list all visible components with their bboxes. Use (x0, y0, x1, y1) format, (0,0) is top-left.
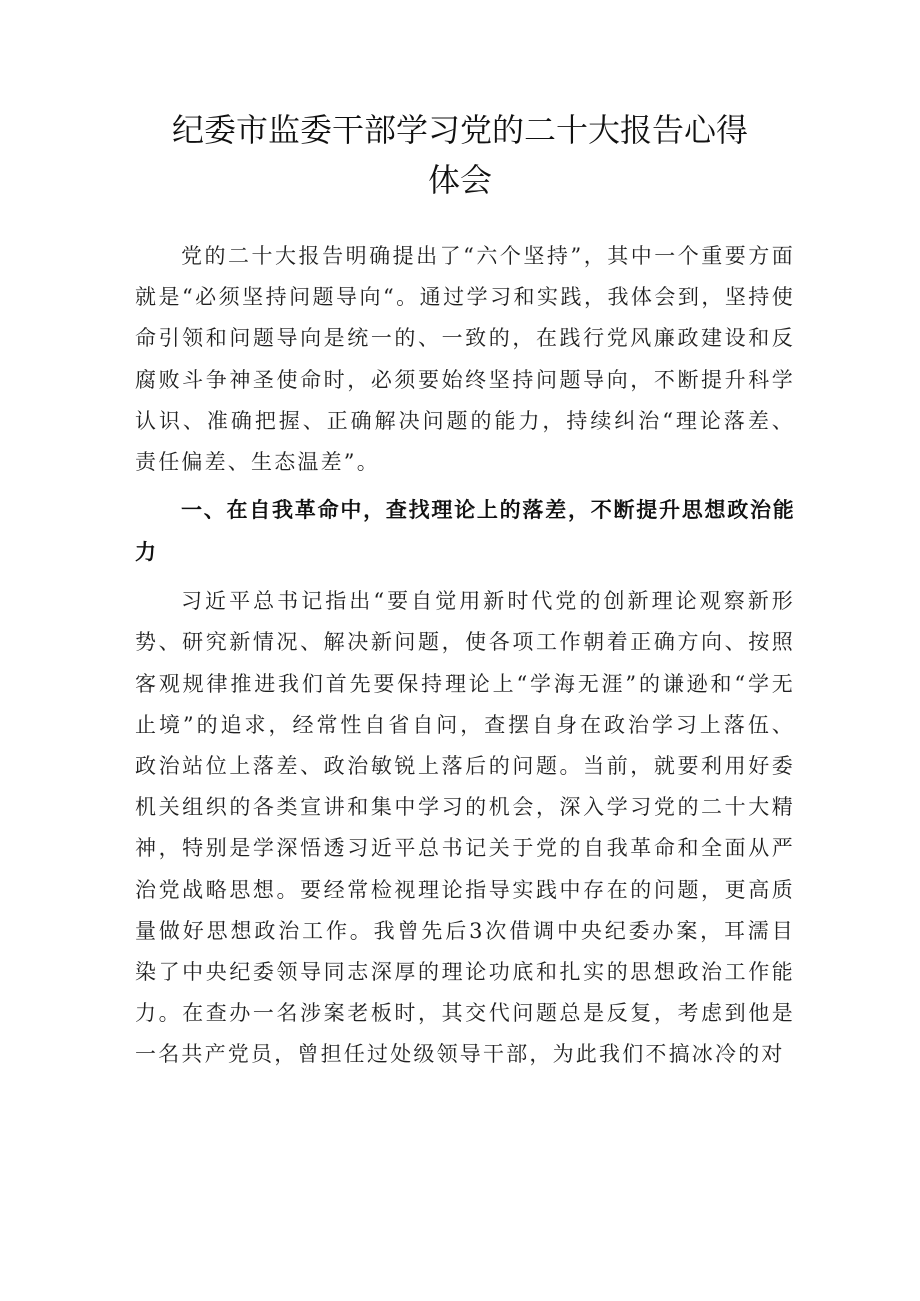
paragraph-intro: 党的二十大报告明确提出了“六个坚持”，其中一个重要方面就是“必须坚持问题导向“。通过学习和实践，我体会到，坚持使命引领和问题导向是统一的、一致的，在践行党风廉政建设和反腐败斗争神圣使命时，必须要始终坚持问题导向，不断提升科学认识、准确把握、正确解决问题的能力，持续纠治“理论落差、责任偏差、生态温差”。 (135, 244, 795, 475)
document-body (135, 236, 795, 1076)
document-title-line2: 体会 (427, 161, 492, 199)
paragraph-section-1: 习近平总书记指出“要自觉用新时代党的创新理论观察新形势、研究新情况、解决新问题，使各项工作朝着正确方向、按照客观规律推进我们首先要保持理论上“学海无涯”的谦逊和“学无止境”的追求，经常性自省自问，查摆自身在政治学习上落伍、政治站位上落差、政治敏锐上落后的问题。当前，就要利用好委机关组织的各类宣讲和集中学习的机会，深入学习党的二十大精神，特别是学深悟透习近平总书记关于党的自我革命和全面从严治党战略思想。要经常检视理论指导实践中存在的问题，更高质量做好思想政治工作。我曾先后3次借调中央纪委办案，耳濡目染了中央纪委领导同志深厚的理论功底和扎实的思想政治工作能力。在查办一名涉案老板时，其交代问题总是反复，考虑到他是一名共产党员，曾担任过处级领导干部，为此我们不搞冰冷的对 (135, 589, 795, 1067)
section-heading-1: 一、在自我革命中，查找理论上的落差，不断提升思想政治能力 (135, 498, 795, 565)
document-title-line1: 纪委市监委干部学习党的二十大报告心得 (171, 111, 748, 149)
